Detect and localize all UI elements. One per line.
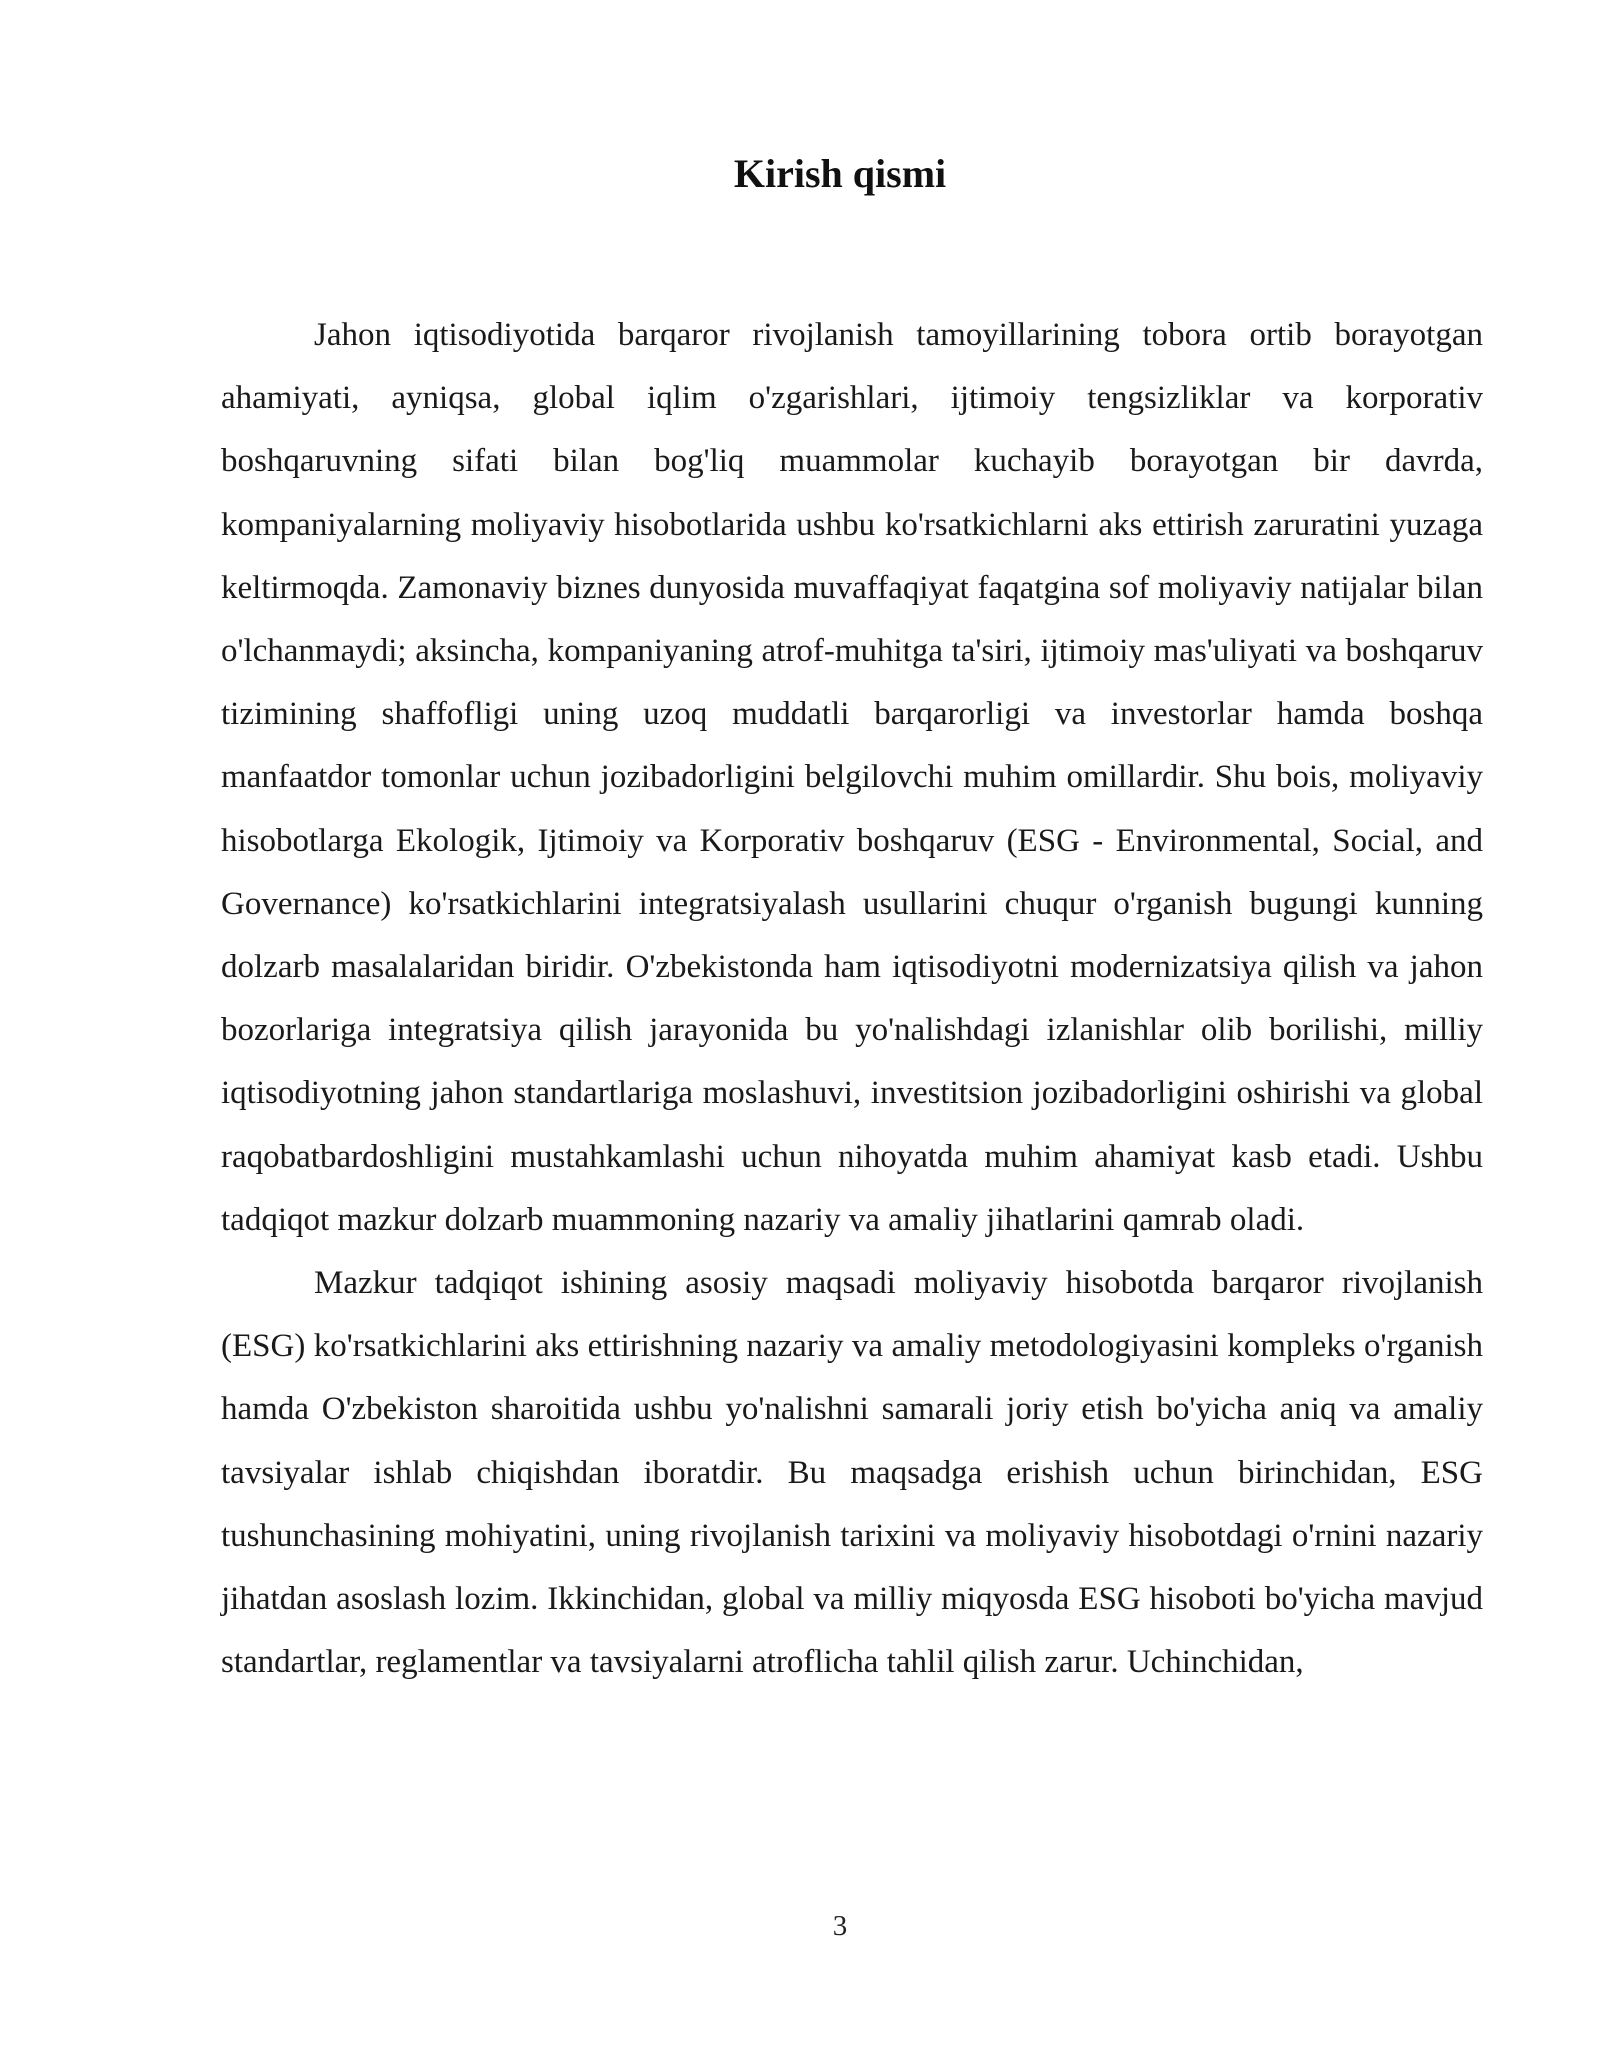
page-number: 3: [832, 1910, 848, 1942]
paragraph-introduction: Jahon iqtisodiyotida barqaror rivojlanish tamoyillarining tobora ortib borayotgan ahamiyati, ayniqsa, global iqlim o'zgarishlari, ijtimoiy tengsizliklar va korporativ boshqaruvning sifati bilan bog'liq muammolar kuchayib borayotgan bir davrda, kompaniyalarning moliyaviy hisobotlarida ushbu ko'rsatkichlarni aks ettirish zaruratini yuzaga keltirmoqda. Zamonaviy biznes dunyosida muvaffaqiyat faqatgina sof moliyaviy natijalar bilan o'lchanmaydi; aksincha, kompaniyaning atrof-muhitga ta'siri, ijtimoiy mas'uliyati va boshqaruv tizimining shaffofligi uning uzoq muddatli barqarorligi va investorlar hamda boshqa manfaatdor tomonlar uchun jozibadorligini belgilovchi muhim omillardir. Shu bois, moliyaviy hisobotlarga Ekologik, Ijtimoiy va Korporativ boshqaruv (ESG - Environmental, Social, and Governance) ko'rsatkichlarini integratsiyalash usullarini chuqur o'rganish bugungi kunning dolzarb masalalaridan biridir. O'zbekistonda ham iqtisodiyotni modernizatsiya qilish va jahon bozorlariga integratsiya qilish jarayonida bu yo'nalishdagi izlanishlar olib borilishi, milliy iqtisodiyotning jahon standartlariga moslashuvi, investitsion jozibadorligini oshirishi va global raqobatbardoshligini mustahkamlashi uchun nihoyatda muhim ahamiyat kasb etadi. Ushbu tadqiqot mazkur dolzarb muammoning nazariy va amaliy jihatlarini qamrab oladi.: [221, 317, 1483, 1238]
body-text: [221, 304, 1483, 1694]
paragraph-objective: Mazkur tadqiqot ishining asosiy maqsadi moliyaviy hisobotda barqaror rivojlanish (ESG) ko'rsatkichlarini aks ettirishning nazariy va amaliy metodologiyasini kompleks o'rganish hamda O'zbekiston sharoitida ushbu yo'nalishni samarali joriy etish bo'yicha aniq va amaliy tavsiyalar ishlab chiqishdan iboratdir. Bu maqsadga erishish uchun birinchidan, ESG tushunchasining mohiyatini, uning rivojlanish tarixini va moliyaviy hisobotdagi o'rnini nazariy jihatdan asoslash lozim. Ikkinchidan, global va milliy miqyosda ESG hisoboti bo'yicha mavjud standartlar, reglamentlar va tavsiyalarni atroflicha tahlil qilish zarur. Uchinchidan,: [221, 1265, 1483, 1681]
page-title: Kirish qismi: [733, 151, 947, 196]
